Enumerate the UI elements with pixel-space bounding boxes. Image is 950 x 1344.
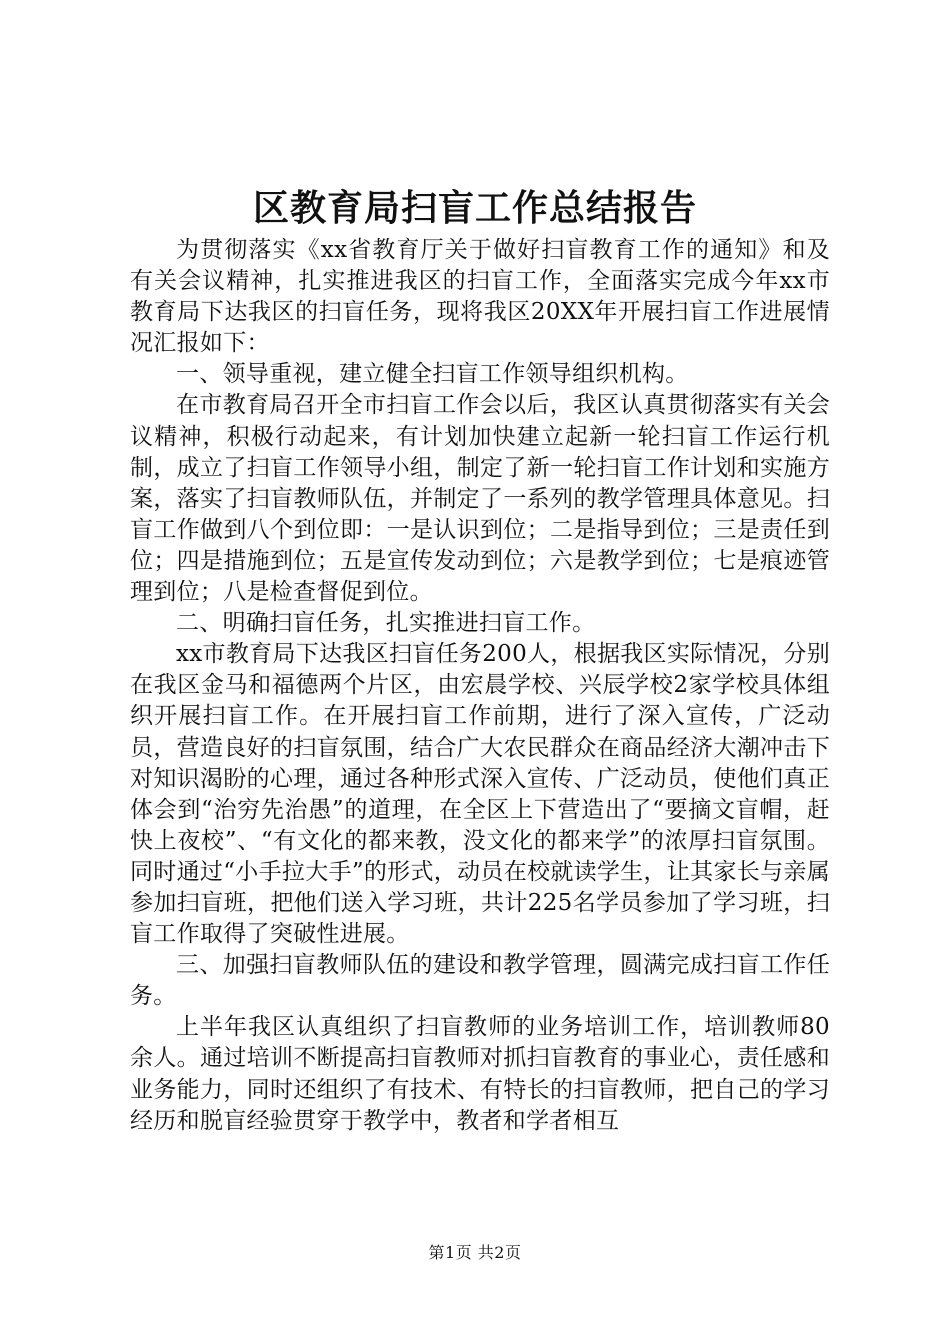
section-heading-2: 二、明确扫盲任务，扎实推进扫盲工作。: [176, 610, 596, 637]
paragraph-section-3: 上半年我区认真组织了扫盲教师的业务培训工作，培训教师80余人。通过培训不断提高扫盲教师对抓扫盲教育的事业心，责任感和业务能力，同时还组织了有技术、有特长的扫盲教师，把自己的学习经历和脱盲经验贯穿于教学中，教者和学者相互: [130, 1014, 830, 1134]
section-heading-3: 三、加强扫盲教师队伍的建设和教学管理，圆满完成扫盲工作任务。: [130, 952, 830, 1010]
section-heading-1: 一、领导重视，建立健全扫盲工作领导组织机构。: [176, 361, 689, 388]
paragraph-section-1: 在市教育局召开全市扫盲工作会以后，我区认真贯彻落实有关会议精神，积极行动起来，有计划加快建立起新一轮扫盲工作运行机制，成立了扫盲工作领导小组，制定了新一轮扫盲工作计划和实施方案，落实了扫盲教师队伍，并制定了一系列的教学管理具体意见。扫盲工作做到八个到位即：一是认识到位；二是指导到位；三是责任到位；四是措施到位；五是宣传发动到位；六是教学到位；七是痕迹管理到位；八是检查督促到位。: [130, 392, 830, 606]
document-title: 区教育局扫盲工作总结报告: [252, 187, 697, 229]
paragraph-section-2: xx市教育局下达我区扫盲任务200人，根据我区实际情况，分别在我区金马和福德两个片区，由宏晨学校、兴辰学校2家学校具体组织开展扫盲工作。在开展扫盲工作前期，进行了深入宣传，广泛动员，营造良好的扫盲氛围，结合广大农民群众在商品经济大潮冲击下对知识渴盼的心理，通过各种形式深入宣传、广泛动员，使他们真正体会到“治穷先治愚”的道理，在全区上下营造出了“要摘文盲帽，赶快上夜校”、“有文化的都来教，没文化的都来学”的浓厚扫盲氛围。同时通过“小手拉大手”的形式，动员在校就读学生，让其家长与亲属参加扫盲班，把他们送入学习班，共计225名学员参加了学习班，扫盲工作取得了突破性进展。: [130, 641, 830, 948]
document-body: [130, 235, 830, 1137]
page-indicator: 第1页 共2页: [428, 1243, 522, 1262]
paragraph-intro: 为贯彻落实《xx省教育厅关于做好扫盲教育工作的通知》和及有关会议精神，扎实推进我区的扫盲工作，全面落实完成今年xx市教育局下达我区的扫盲任务，现将我区20XX年开展扫盲工作进展情况汇报如下：: [130, 237, 830, 357]
